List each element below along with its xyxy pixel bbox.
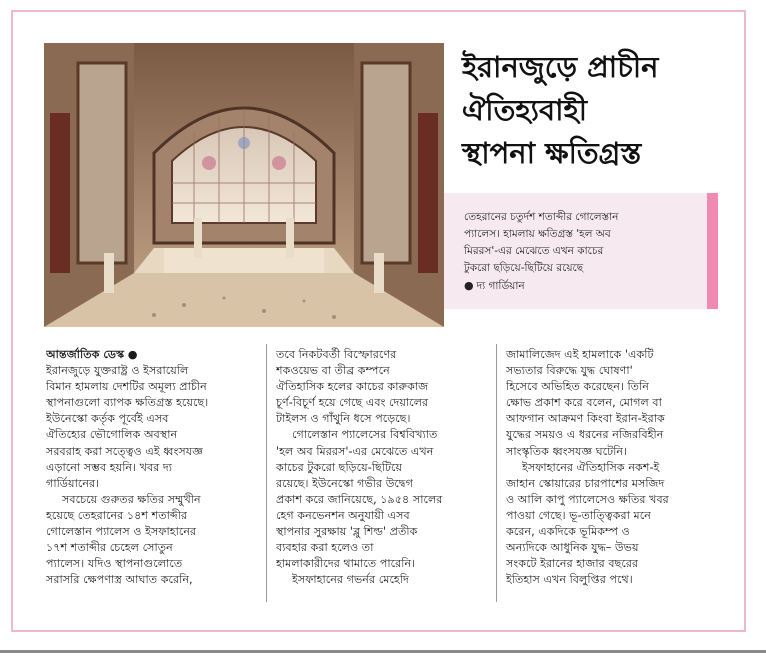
body-line: করেন, একদিকে ভূমিকম্প ও <box>506 525 630 539</box>
body-line: ঐতিহাসিক হলের কাচের কারুকাজ <box>276 380 429 394</box>
palace-photo <box>44 43 444 327</box>
headline-line: ইরানজুড়ে প্রাচীন <box>462 50 659 84</box>
photo-credit <box>464 279 525 296</box>
body-line: ইউনেস্কো কর্তৃক পূর্বেই এসব <box>46 412 169 426</box>
body-line: হামলাকারীদের থামাতে পারেনি। <box>276 557 416 571</box>
body-line: 'হল অব মিররস'-এর মেঝেতে এখন <box>276 444 434 458</box>
article-column-3 <box>506 347 718 588</box>
article-column-2 <box>276 347 488 588</box>
caption-line: মিররস'-এর মেঝেতে এখন কাচের <box>464 245 604 257</box>
body-line: সরাসরি ক্ষেপণাস্ত্র আঘাত করেনি, <box>46 573 193 587</box>
body-line: জাহান স্কোয়ারের চারপাশের মসজিদ <box>506 476 665 490</box>
body-line: ইতিহাস এখন বিলুপ্তির পথে। <box>506 573 633 587</box>
bullet-icon: ● <box>464 279 474 292</box>
credit-text: দ্য গার্ডিয়ান <box>476 280 525 292</box>
body-line: গার্ডিয়ানের। <box>46 476 100 490</box>
body-line: বিমান হামলায় দেশটির অমূল্য প্রাচীন <box>46 380 207 394</box>
bottom-rule <box>0 650 766 653</box>
caption-accent-bar <box>707 193 718 309</box>
body-line: স্থাপনাগুলো ব্যাপক ক্ষতিগ্রস্ত হয়েছে। <box>46 396 209 410</box>
bullet-icon: ● <box>127 348 138 361</box>
body-line: হিসেবে অভিহিত করেছেন। তিনি <box>506 380 649 394</box>
body-line: সংকটে ইরানের হাজার বছরের <box>506 557 639 571</box>
dateline: আন্তর্জাতিক ডেস্ক ● <box>46 348 138 361</box>
body-line: চূর্ণ-বিচূর্ণ হয়ে গেছে এবং দেয়ালের <box>276 396 429 410</box>
headline-line: স্থাপনা ক্ষতিগ্রস্ত <box>462 136 642 170</box>
body-line: স্থাপনার সুরক্ষায় 'ব্লু শিল্ড' প্রতীক <box>276 525 418 539</box>
body-line: গোলেস্তান প্যালেস ও ইসফাহানের <box>46 525 197 539</box>
body-line: হেগ কনভেনশন অনুযায়ী এসব <box>276 508 410 522</box>
body-line: ইরানজুড়ে যুক্তরাষ্ট্র ও ইসরায়েলি <box>46 364 189 378</box>
headline <box>462 46 732 175</box>
body-line: ব্যবহার করা হলেও তা <box>276 541 374 555</box>
photo-caption <box>464 209 696 277</box>
body-line: আফগান আক্রমণ কিংবা ইরান-ইরাক <box>506 412 665 426</box>
body-line: জামালিজেদ এই হামলাকে 'একটি <box>506 348 654 361</box>
body-line: ইসফাহানের গভর্নর মেহেদি <box>292 573 409 587</box>
body-line: যুদ্ধের সময়ও এ ধরনের নজিরবিহীন <box>506 428 664 442</box>
body-line: শকওয়েভ বা তীব্র কম্পনে <box>276 364 390 378</box>
body-line: ১৭শ শতাব্দীর চেহেল সোতুন <box>46 541 173 555</box>
body-line: অন্যদিকে আধুনিক যুদ্ধ– উভয় <box>506 541 639 555</box>
body-line: সভ্যতার বিরুদ্ধে যুদ্ধ ঘোষণা' <box>506 364 633 378</box>
body-line: সাংস্কৃতিক ধ্বংসযজ্ঞ ঘটেনি। <box>506 444 628 458</box>
body-line: ইসফাহানের ঐতিহাসিক নকশ-ই <box>522 460 660 474</box>
body-line: হয়েছে তেহরানের ১৪শ শতাব্দীর <box>46 508 188 522</box>
caption-line: টুকরো ছড়িয়ে-ছিটিয়ে রয়েছে <box>464 262 584 274</box>
body-line: সবচেয়ে গুরুতর ক্ষতির সম্মুখীন <box>62 492 201 506</box>
body-line: প্যালেস। যদিও স্থাপনাগুলোতে <box>46 557 183 571</box>
body-line: ও আলি কাপু প্যালেসেও ক্ষতির খবর <box>506 492 669 506</box>
body-line: টাইলস ও গাঁথুনি ধসে পড়েছে। <box>276 412 411 426</box>
body-line: প্রকাশ করে জানিয়েছে, ১৯৫৪ সালের <box>276 492 443 506</box>
column-divider <box>266 344 267 602</box>
body-line: কাচের টুকরো ছড়িয়ে-ছিটিয়ে <box>276 460 403 474</box>
body-line: তবে নিকটবর্তী বিস্ফোরণের <box>276 348 397 361</box>
caption-line: তেহরানের চতুর্দশ শতাব্দীর গোলেস্তান <box>464 211 619 223</box>
body-line: ক্ষোভ প্রকাশ করে বলেন, মোগল বা <box>506 396 662 410</box>
body-line: এড়ানো সম্ভব হয়নি। খবর দ্য <box>46 460 173 474</box>
body-line: সরবরাহ করা সত্ত্বেও এই ধ্বংসযজ্ঞ <box>46 444 203 458</box>
caption-line: প্যালেস। হামলায় ক্ষতিগ্রস্ত 'হল অব <box>464 228 611 240</box>
body-line: রয়েছে। ইউনেস্কো গভীর উদ্বেগ <box>276 476 413 490</box>
article-column-1 <box>46 347 258 588</box>
body-line: পাওয়া গেছে। ভূ-তাত্ত্বিকরা মনে <box>506 508 651 522</box>
headline-line: ঐতিহ্যবাহী <box>462 93 588 127</box>
body-line: গোলেস্তান প্যালেসের বিশ্ববিখ্যাত <box>292 428 438 442</box>
body-line: ঐতিহ্যের ভৌগোলিক অবস্থান <box>46 428 178 442</box>
column-divider <box>496 344 497 602</box>
